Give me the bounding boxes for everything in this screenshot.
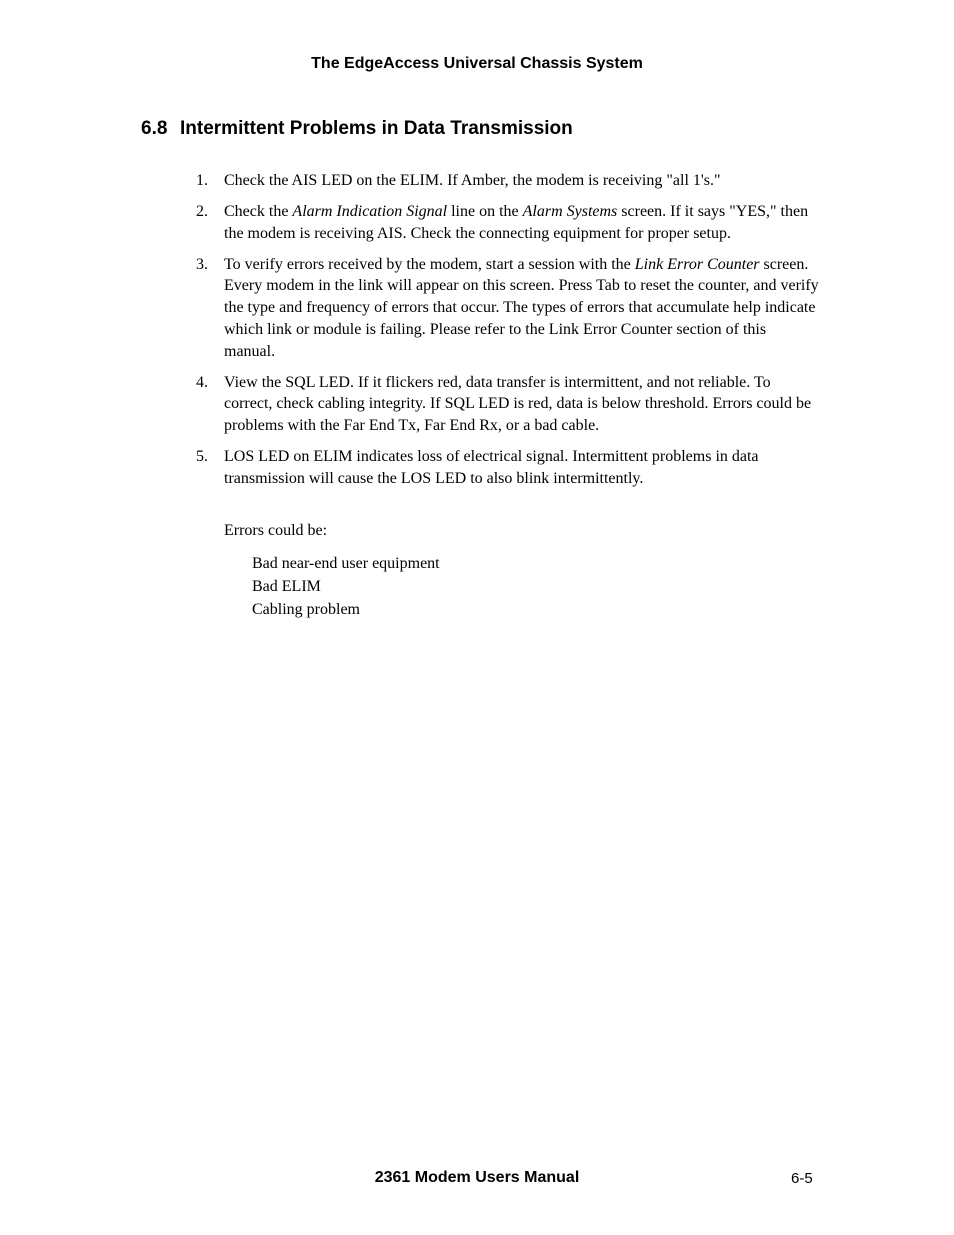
italic-term: Alarm Indication Signal [292, 203, 448, 220]
item-text: Check the AIS LED on the ELIM. If Amber, the modem is receiving "all 1's." [224, 172, 721, 189]
error-item: Cabling problem [252, 601, 360, 618]
item-number: 3. [196, 255, 208, 273]
footer-title: 2361 Modem Users Manual [374, 1169, 580, 1186]
list-item [196, 170, 821, 192]
page-number: 6-5 [791, 1170, 813, 1187]
text-run: To verify errors received by the modem, start a session with the [224, 255, 635, 273]
item-text [224, 201, 821, 244]
section-title-text: Intermittent Problems in Data Transmission [180, 118, 573, 139]
italic-term: Link Error Counter [634, 255, 760, 273]
section-number: 6.8 [141, 118, 168, 139]
text-run: Check the [224, 203, 293, 220]
list-item [196, 372, 821, 437]
italic-term: Alarm Systems [522, 203, 618, 220]
text-run: screen. Every modem in the link will appear on this screen. Press Tab to reset the counter, and verify the type and frequency of errors that occur. The types of errors that accumulate help indicate which link or module is failing. Please refer to the Link Error Counter section of this manual. [224, 255, 819, 360]
troubleshooting-steps [196, 170, 821, 499]
running-header: The EdgeAccess Universal Chassis System [311, 55, 643, 72]
item-number: 2. [196, 203, 208, 220]
text-run: line on the [447, 203, 523, 220]
item-number: 5. [196, 447, 208, 465]
section-heading [141, 118, 573, 140]
errors-intro: Errors could be: [224, 522, 328, 539]
item-number: 1. [196, 172, 208, 189]
list-item [196, 254, 821, 363]
text-run: screen. If it says "YES," then the modem is receiving AIS. Check the connecting equipment for proper setup. [224, 203, 809, 242]
item-text: LOS LED on ELIM indicates loss of electrical signal. Intermittent problems in data transmission will cause the LOS LED to also blink intermittently. [224, 447, 759, 487]
error-item: Bad ELIM [252, 578, 321, 595]
error-item: Bad near-end user equipment [252, 555, 440, 572]
item-number: 4. [196, 373, 208, 391]
list-item [196, 201, 821, 244]
list-item [196, 446, 821, 489]
item-text [224, 254, 821, 363]
item-text: View the SQL LED. If it flickers red, data transfer is intermittent, and not reliable. To correct, check cabling integrity. If SQL LED is red, data is below threshold. Errors could be problems with the Far End Tx, Far End Rx, or a bad cable. [224, 373, 812, 434]
errors-list [252, 552, 440, 621]
